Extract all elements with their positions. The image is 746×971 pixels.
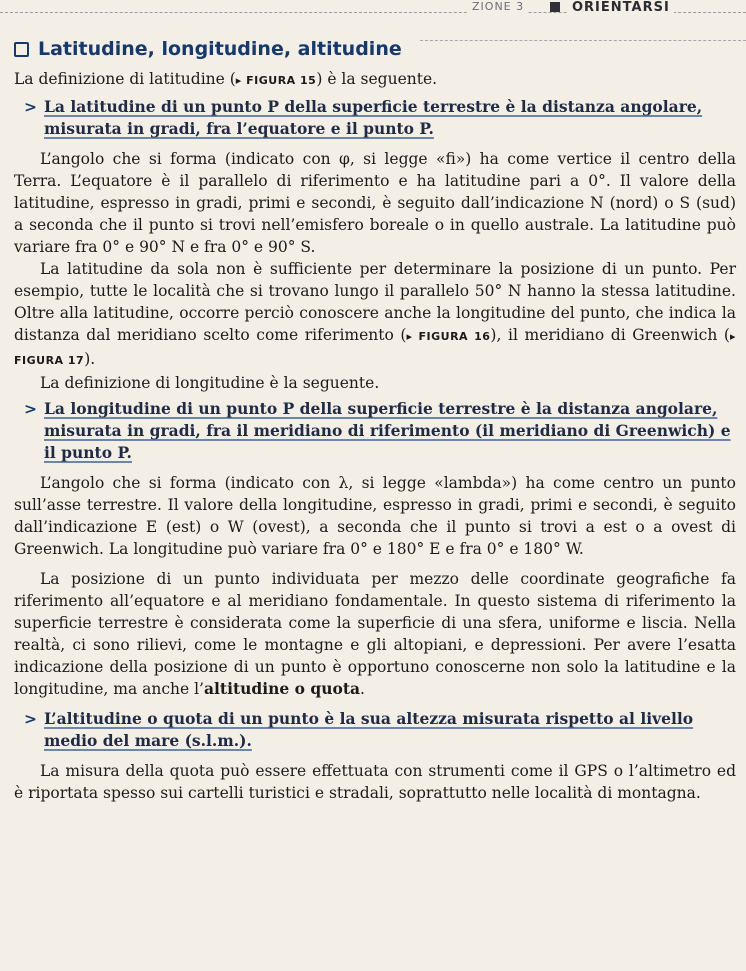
definition-arrow-icon: > [24, 400, 37, 418]
definition-arrow-icon: > [24, 98, 37, 116]
paragraph-lambda: L’angolo che si forma (indicato con λ, si legge «lambda») ha come centro un punto sull’asse terrestre. Il valore della longitudine, espresso in gradi, primi e secondi, è seguito dall’indicazione E (est) o W (ovest), a seconda che il punto si trovi a est o a ovest di Greenwich. La longitudine può variare fra 0° e 180° E e fra 0° e 180° W. [14, 474, 736, 558]
paragraph-phi: L’angolo che si forma (indicato con φ, si legge «fi») ha come vertice il centro della Terra. L’equatore è il parallelo di riferimento e ha latitudine pari a 0°. Il valore della latitudine, espresso in gradi, primi e secondi, è seguito dall’indicazione N (nord) o S (sud) a seconda che il punto si trovi nell’emisfero boreale o in quello australe. La latitudine può variare fra 0° e 90° N e fra 0° e 90° S. [14, 150, 736, 256]
definition-longitude: > La longitudine di un punto P della superficie terrestre è la distanza angolare, misurata in gradi, fra il meridiano di riferimento (il meridiano di Greenwich) e il punto P. [24, 399, 731, 462]
section-number: ZIONE 3 [468, 0, 528, 13]
page-header [0, 0, 746, 28]
intro-latitude: La definizione di latitudine (▸ FIGURA 15) è la seguente. [14, 70, 438, 88]
definition-arrow-icon: > [24, 710, 37, 728]
paragraph-measure: La misura della quota può essere effettuata con strumenti come il GPS o l’altimetro ed è riportata spesso sui cartelli turistici e stradali, soprattutto nelle località di montagna. [14, 762, 736, 802]
square-bullet-icon [14, 42, 29, 57]
figure-17-ref: ▸ FIGURA 17 [14, 330, 736, 367]
heading-divider [420, 40, 746, 41]
definition-altitude: > L’altitudine o quota di un punto è la sua altezza misurata rispetto al livello medio del mare (s.l.m.). [24, 709, 694, 750]
figure-15-ref: ▸ FIGURA 15 [235, 74, 317, 87]
paragraph-position: La posizione di un punto individuata per mezzo delle coordinate geografiche fa riferimento all’equatore e al meridiano fondamentale. In questo sistema di riferimento la superficie terrestre è considerata come la superficie di una sfera, uniforme e liscia. Nella realtà, ci sono rilievi, come le montagne e gli altopiani, e depressioni. Per avere l’esatta indicazione della posizione di un punto è opportuno conoscerne non solo la latitudine e la longitudine, ma anche l’altitudine o quota. [14, 570, 736, 698]
paragraph-not-enough: La latitudine da sola non è sufficiente per determinare la posizione di un punto. Per esempio, tutte le località che si trovano lungo il parallelo 50° N hanno la stessa latitudine. Oltre alla latitudine, occorre perciò conoscere anche la longitudine del punto, che indica la distanza dal meridiano scelto come riferimento (▸ FIGURA 16), il meridiano di Greenwich (▸ FIGURA 17). [14, 260, 736, 368]
main-content [14, 68, 736, 804]
altitude-term: altitudine o quota [204, 679, 361, 698]
section-square-icon [550, 2, 560, 12]
section-title: ORIENTARSI [568, 0, 674, 15]
definition-latitude: > La latitudine di un punto P della superficie terrestre è la distanza angolare, misurata in gradi, fra l’equatore e il punto P. [24, 97, 703, 138]
page-heading [14, 38, 402, 60]
intro-longitude: La definizione di longitudine è la seguente. [40, 374, 380, 392]
heading-title: Latitudine, longitudine, altitudine [38, 38, 402, 60]
figure-16-ref: ▸ FIGURA 16 [406, 330, 491, 343]
